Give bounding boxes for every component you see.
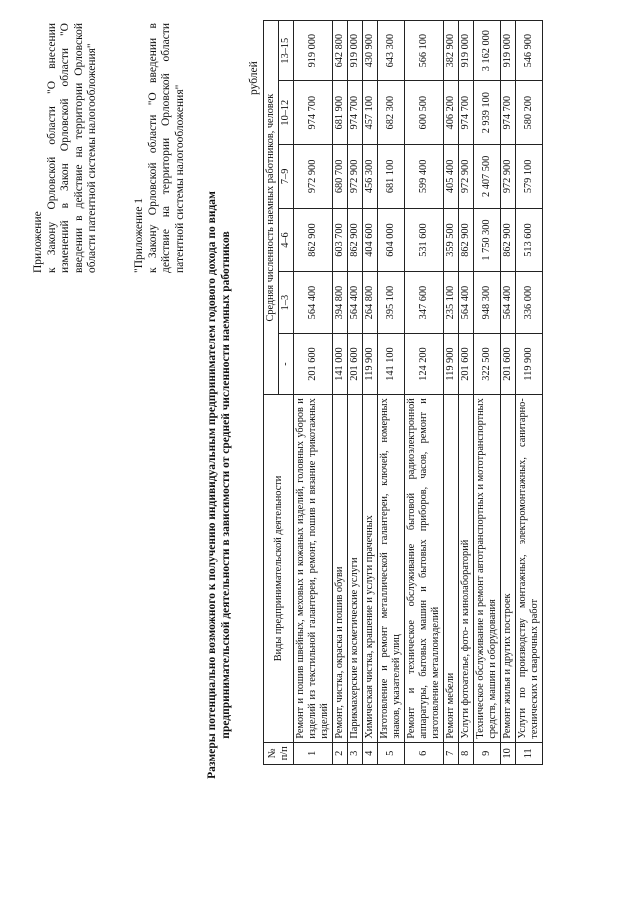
row-number: 4 xyxy=(363,742,378,764)
income-value: 919 000 xyxy=(294,21,333,81)
income-value: 682 300 xyxy=(378,81,405,145)
income-value: 972 900 xyxy=(294,145,333,209)
income-value: 322 500 xyxy=(474,333,501,394)
col-header-employees: 10–12 xyxy=(279,81,294,145)
appendix-line: "Приложение 1 xyxy=(133,197,145,273)
table-row xyxy=(501,21,516,765)
table-row xyxy=(444,21,459,765)
activity-name: Ремонт и техническое обслуживание бытовой радиоэлектронной аппаратуры, бытовых машин и бытовых приборов, часов, ремонт и изготовление металлоизделий xyxy=(405,395,444,742)
income-value: 201 600 xyxy=(501,333,516,394)
row-number: 3 xyxy=(348,742,363,764)
income-value: 680 700 xyxy=(333,145,348,209)
col-header-activity: Виды предпринимательской деятельности xyxy=(264,395,294,742)
income-value: 862 900 xyxy=(459,208,474,272)
income-value: 974 700 xyxy=(459,81,474,145)
table-row xyxy=(516,21,543,765)
activity-name: Парикмахерские и косметические услуги xyxy=(348,395,363,742)
income-value: 919 000 xyxy=(459,21,474,81)
activity-name: Ремонт мебели xyxy=(444,395,459,742)
income-value: 972 900 xyxy=(348,145,363,209)
income-value: 119 900 xyxy=(444,333,459,394)
table-row xyxy=(474,21,501,765)
activity-name: Услуги по производству монтажных, электромонтажных, санитарно-технических и сварочных работ xyxy=(516,395,543,742)
table-row xyxy=(405,21,444,765)
income-value: 643 300 xyxy=(378,21,405,81)
table-row xyxy=(378,21,405,765)
income-value: 948 300 xyxy=(474,272,501,333)
income-value: 141 100 xyxy=(378,333,405,394)
table-row xyxy=(348,21,363,765)
income-value: 564 400 xyxy=(348,272,363,333)
income-value: 604 000 xyxy=(378,208,405,272)
activity-name: Техническое обслуживание и ремонт автотранспортных и мототранспортных средств, машин и оборудования xyxy=(474,395,501,742)
row-number: 5 xyxy=(378,742,405,764)
income-value: 919 000 xyxy=(501,21,516,81)
unit-label: рублей xyxy=(248,61,260,95)
income-value: 3 162 000 xyxy=(474,21,501,81)
activity-name: Ремонт и пошив швейных, меховых и кожаных изделий, головных уборов и изделий из текстильной галантереи, ремонт, пошив и вязание трикотажных изделий xyxy=(294,395,333,742)
row-number: 2 xyxy=(333,742,348,764)
table-row xyxy=(333,21,348,765)
income-value: 564 400 xyxy=(294,272,333,333)
income-value: 546 900 xyxy=(516,21,543,81)
inner-appendix-header xyxy=(133,23,187,273)
row-number: 9 xyxy=(474,742,501,764)
income-value: 974 700 xyxy=(501,81,516,145)
col-header-employees: 7–9 xyxy=(279,145,294,209)
income-value: 564 400 xyxy=(501,272,516,333)
table-row xyxy=(294,21,333,765)
activity-name: Ремонт жилья и других построек xyxy=(501,395,516,742)
activity-name: Изготовление и ремонт металлической галантереи, ключей, номерных знаков, указателей улиц xyxy=(378,395,405,742)
income-value: 531 600 xyxy=(405,208,444,272)
income-value: 382 900 xyxy=(444,21,459,81)
income-value: 405 400 xyxy=(444,145,459,209)
income-value: 974 700 xyxy=(294,81,333,145)
income-value: 119 900 xyxy=(363,333,378,394)
row-number: 11 xyxy=(516,742,543,764)
income-value: 2 407 500 xyxy=(474,145,501,209)
col-header-employees: 13–15 xyxy=(279,21,294,81)
income-value: 119 900 xyxy=(516,333,543,394)
income-value: 972 900 xyxy=(501,145,516,209)
income-value: 862 900 xyxy=(348,208,363,272)
income-value: 579 100 xyxy=(516,145,543,209)
appendix-line: Приложение xyxy=(32,211,44,273)
table-row xyxy=(363,21,378,765)
income-value: 406 200 xyxy=(444,81,459,145)
activity-name: Ремонт, чистка, окраска и пошив обуви xyxy=(333,395,348,742)
income-value: 972 900 xyxy=(459,145,474,209)
document-title: Размеры потенциально возможного к получению индивидуальным предпринимателем годового дохода по видам предпринимательской деятельности в зависимости от средней численности наемных работников xyxy=(206,191,232,779)
income-value: 600 500 xyxy=(405,81,444,145)
appendix-line: к Закону Орловской области "О внесении изменений в Закон Орловской области "О введении в действие на территории Орловской области патентной системы налогообложения" xyxy=(45,23,98,273)
activity-name: Услуги фотоателье, фото- и кинолабораторий xyxy=(459,395,474,742)
row-number: 10 xyxy=(501,742,516,764)
income-value: 862 900 xyxy=(501,208,516,272)
income-value: 919 000 xyxy=(348,21,363,81)
income-value: 862 900 xyxy=(294,208,333,272)
table-row xyxy=(459,21,474,765)
income-value: 456 300 xyxy=(363,145,378,209)
income-value: 359 500 xyxy=(444,208,459,272)
income-value: 201 600 xyxy=(348,333,363,394)
income-value: 264 800 xyxy=(363,272,378,333)
row-number: 8 xyxy=(459,742,474,764)
income-value: 430 900 xyxy=(363,21,378,81)
col-header-employees: 4–6 xyxy=(279,208,294,272)
income-value: 603 700 xyxy=(333,208,348,272)
income-table xyxy=(263,20,543,765)
income-value: 1 750 300 xyxy=(474,208,501,272)
income-value: 2 939 100 xyxy=(474,81,501,145)
col-header-employee-group: Средняя численность наемных работников, человек xyxy=(264,21,279,395)
row-number: 6 xyxy=(405,742,444,764)
income-value: 395 100 xyxy=(378,272,405,333)
income-value: 566 100 xyxy=(405,21,444,81)
income-value: 141 000 xyxy=(333,333,348,394)
income-value: 235 100 xyxy=(444,272,459,333)
col-header-employees: - xyxy=(279,333,294,394)
income-value: 347 600 xyxy=(405,272,444,333)
income-value: 404 600 xyxy=(363,208,378,272)
income-value: 513 600 xyxy=(516,208,543,272)
income-value: 642 800 xyxy=(333,21,348,81)
income-value: 457 100 xyxy=(363,81,378,145)
activity-name: Химическая чистка, крашение и услуги прачечных xyxy=(363,395,378,742)
income-value: 124 200 xyxy=(405,333,444,394)
appendix-header xyxy=(32,23,100,273)
income-value: 681 100 xyxy=(378,145,405,209)
row-number: 7 xyxy=(444,742,459,764)
income-value: 201 600 xyxy=(459,333,474,394)
income-value: 580 200 xyxy=(516,81,543,145)
income-value: 564 400 xyxy=(459,272,474,333)
appendix-line: к Закону Орловской области "О введении в действие на территории Орловской области патентной системы налогообложения" xyxy=(146,23,186,273)
income-value: 599 400 xyxy=(405,145,444,209)
row-number: 1 xyxy=(294,742,333,764)
col-header-number: № п/п xyxy=(264,742,294,764)
income-value: 201 600 xyxy=(294,333,333,394)
income-value: 336 000 xyxy=(516,272,543,333)
income-value: 681 900 xyxy=(333,81,348,145)
income-value: 974 700 xyxy=(348,81,363,145)
income-value: 394 800 xyxy=(333,272,348,333)
col-header-employees: 1–3 xyxy=(279,272,294,333)
